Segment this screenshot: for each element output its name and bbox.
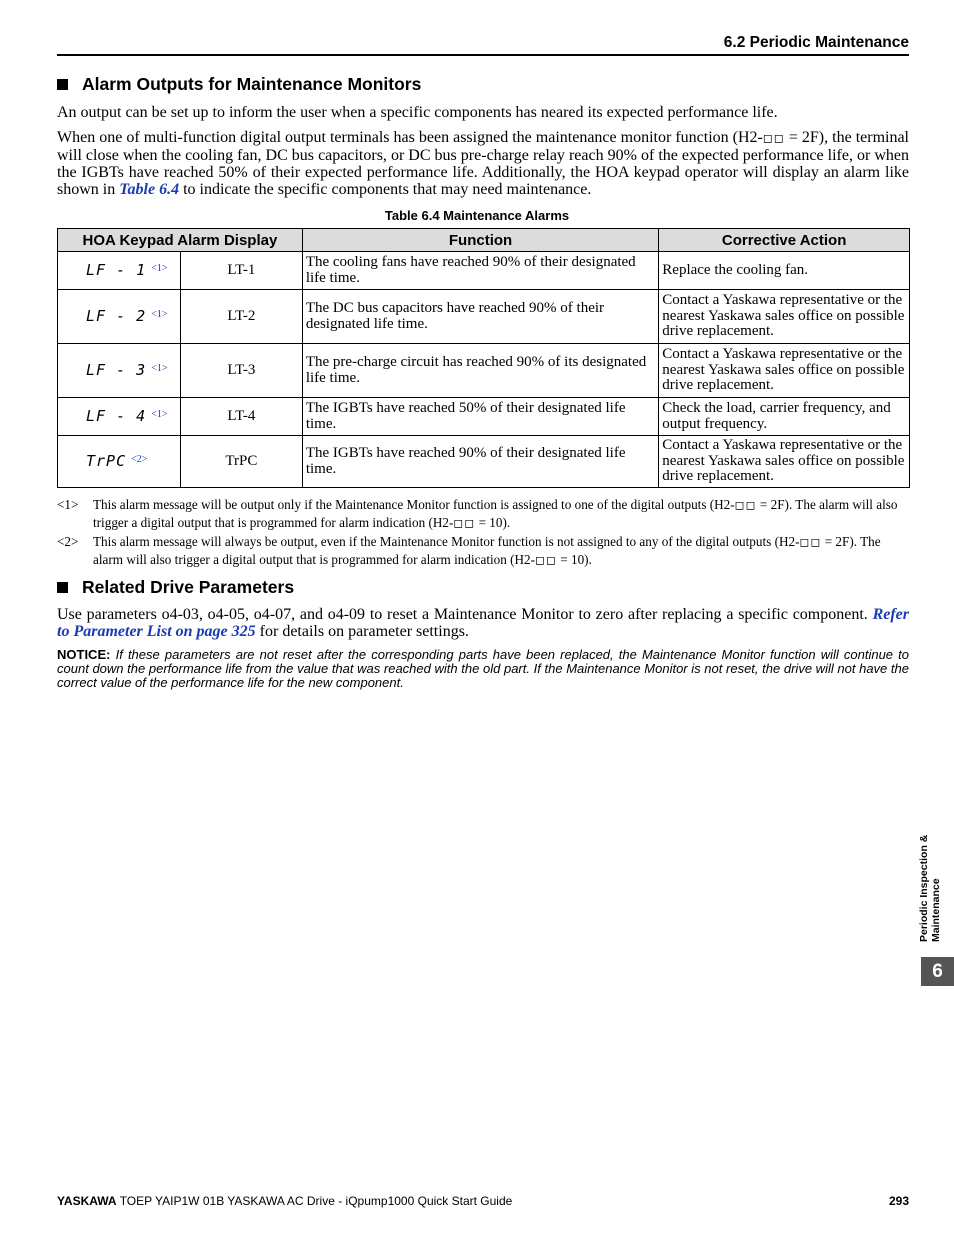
header-hoa-display: HOA Keypad Alarm Display — [58, 229, 303, 252]
alarm-code: LT-1 — [180, 252, 302, 290]
table-caption: Table 6.4 Maintenance Alarms — [384, 208, 570, 223]
table-row — [58, 436, 910, 488]
lcd-alarm-code: LF - 1 — [86, 261, 147, 280]
notice-label: NOTICE: — [57, 647, 111, 662]
alarm-code: LT-3 — [180, 344, 302, 398]
table-row — [58, 290, 910, 344]
header-function: Function — [302, 229, 658, 252]
section-heading-alarm-outputs — [57, 74, 421, 95]
footer-brand: YASKAWA — [57, 1194, 117, 1208]
lcd-alarm-code: LF - 2 — [86, 307, 147, 326]
footer-doc-title: TOEP YAIP1W 01B YASKAWA AC Drive - iQpump1000 Quick Start Guide — [116, 1194, 513, 1208]
footnote-ref-link[interactable]: <1> — [151, 363, 168, 375]
section-heading-text: Related Drive Parameters — [82, 577, 295, 597]
running-header: 6.2 Periodic Maintenance — [723, 34, 909, 51]
parameter-placeholder-boxes: ◻◻ — [734, 498, 757, 512]
corrective-action: Replace the cooling fan. — [659, 252, 910, 290]
table-6-4-link[interactable]: Table 6.4 — [119, 181, 180, 198]
notice-block — [57, 648, 909, 690]
table-row — [58, 398, 910, 436]
footnote-tag: <1> — [57, 497, 79, 512]
alarm-code: LT-2 — [180, 290, 302, 344]
alarm-function: The DC bus capacitors have reached 90% of their designated life time. — [302, 290, 658, 344]
chapter-side-label: Periodic Inspection & Maintenance — [918, 834, 942, 942]
chapter-number-tab: 6 — [921, 957, 954, 986]
parameter-list-link[interactable]: Refer to Parameter List on page 325 — [57, 606, 909, 640]
intro-paragraph: An output can be set up to inform the user when a specific components has neared its expected performance life. — [57, 104, 778, 121]
parameter-placeholder-boxes: ◻◻ — [453, 516, 476, 530]
footnote-ref-link[interactable]: <1> — [151, 309, 168, 321]
lcd-alarm-code: LF - 3 — [86, 361, 147, 380]
lcd-alarm-code: LF - 4 — [86, 407, 147, 426]
alarm-function: The IGBTs have reached 90% of their designated life time. — [302, 436, 658, 488]
section-heading-text: Alarm Outputs for Maintenance Monitors — [82, 74, 422, 94]
table-row — [58, 252, 910, 290]
alarm-function: The cooling fans have reached 90% of their designated life time. — [302, 252, 658, 290]
parameter-placeholder-boxes: ◻◻ — [535, 553, 557, 567]
corrective-action: Check the load, carrier frequency, and output frequency. — [659, 398, 910, 436]
footnote-ref-link[interactable]: <1> — [151, 263, 168, 275]
footnote-ref-link[interactable]: <2> — [131, 454, 148, 466]
corrective-action: Contact a Yaskawa representative or the nearest Yaskawa sales office on possible drive replacement. — [659, 290, 910, 344]
parameter-placeholder-boxes: ◻◻ — [799, 535, 822, 549]
header-rule — [57, 54, 909, 56]
table-row — [58, 344, 910, 398]
parameter-placeholder-boxes: ◻◻ — [762, 131, 785, 145]
alarm-code: TrPC — [180, 436, 302, 488]
maintenance-alarms-table — [57, 228, 910, 488]
parameters-paragraph: Use parameters o4-03, o4-05, o4-07, and o4-09 to reset a Maintenance Monitor to zero after replacing a specific component. Refer to Parameter List on page 325 for details on parameter settings. — [57, 606, 909, 640]
footnote-ref-link[interactable]: <1> — [151, 409, 168, 421]
heading-square-icon — [57, 582, 68, 593]
page-number: 293 — [888, 1194, 909, 1208]
header-corrective-action: Corrective Action — [659, 229, 910, 252]
maintenance-monitor-paragraph: When one of multi-function digital output terminals has been assigned the maintenance monitor function (H2-◻◻ = 2F), the terminal will close when the cooling fan, DC bus capacitors, or DC bus pre-charge relay reach 90% of the expected performance life, or when the IGBTs have reached 50% of their expected performance life. Additionally, the HOA keypad operator will display an alarm like shown in Table 6.4 to indicate the specific components that may need maintenance. — [57, 129, 910, 198]
alarm-function: The IGBTs have reached 50% of their designated life time. — [302, 398, 658, 436]
heading-square-icon — [57, 79, 68, 90]
corrective-action: Contact a Yaskawa representative or the nearest Yaskawa sales office on possible drive replacement. — [659, 344, 910, 398]
alarm-function: The pre-charge circuit has reached 90% of its designated life time. — [302, 344, 658, 398]
corrective-action: Contact a Yaskawa representative or the nearest Yaskawa sales office on possible drive replacement. — [659, 436, 910, 488]
footnote-tag: <2> — [57, 534, 79, 549]
page-footer — [57, 1194, 909, 1208]
lcd-alarm-code: TrPC — [86, 452, 127, 471]
alarm-code: LT-4 — [180, 398, 302, 436]
notice-text: If these parameters are not reset after the corresponding parts have been replaced, the Maintenance Monitor function will continue to count down the performance life from the value that was reached with the old part. If the Maintenance Monitor is not reset, the drive will not have the correct value of the performance life for the new component. — [57, 647, 909, 690]
footnote-1: <1> This alarm message will be output only if the Maintenance Monitor function is assigned to one of the digital outputs (H2-◻◻ = 2F). The alarm will also trigger a digital output that is programmed for alarm indication (H2-◻◻ = 10). — [57, 497, 898, 530]
footnote-2: <2> This alarm message will always be output, even if the Maintenance Monitor function is not assigned to any of the digital outputs (H2-◻◻ = 2F). The alarm will also trigger a digital output that is programmed for alarm indication (H2-◻◻ = 10). — [57, 534, 881, 567]
section-heading-related-parameters — [57, 577, 294, 598]
